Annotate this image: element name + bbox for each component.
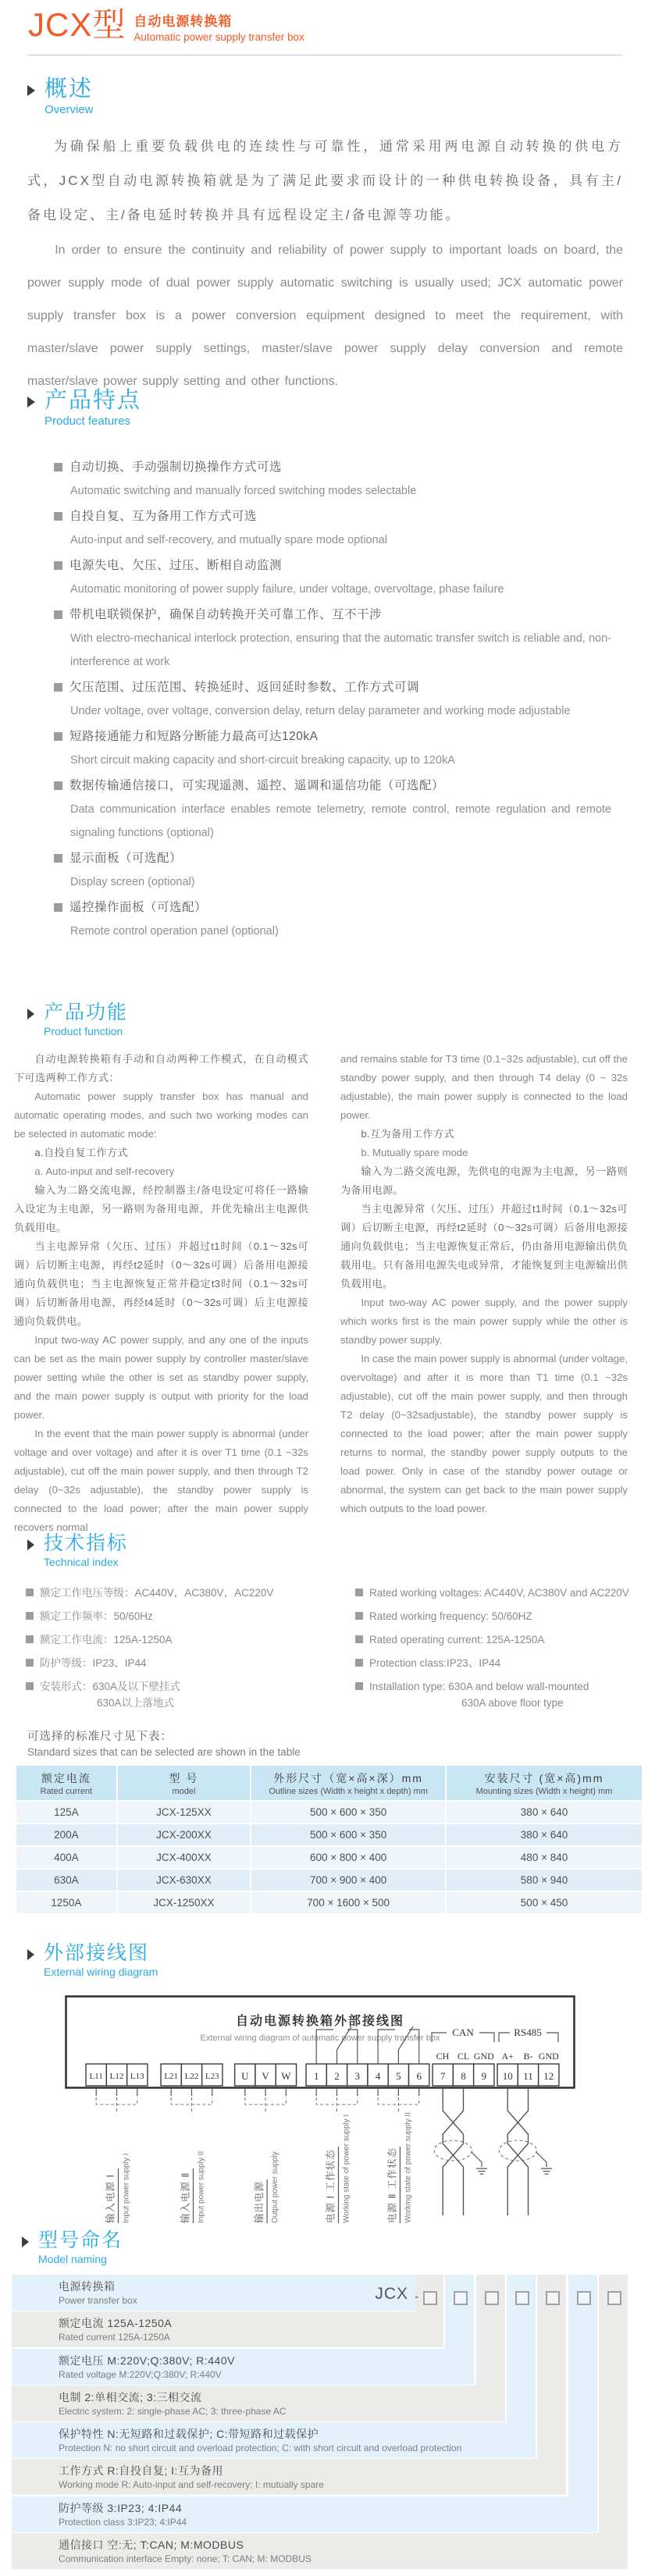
section-marker-icon xyxy=(27,1539,34,1550)
function-paragraph: Input two-way AC power supply, and any one of the inputs can be set as the main power supply by controller master/slave power setting while the other is set as standby power supply, and the main power supply is output with priority for the load power. xyxy=(14,1334,308,1421)
table-row: 400A JCX-400XX 600 × 800 × 400 480 × 840 xyxy=(16,1845,642,1868)
tech-item: 额定工作电流：125A-1250A xyxy=(26,1631,332,1648)
naming-row: 电制 2:单相交流; 3:三相交流 Electric system: 2: single-phase AC; 3: three-phase AC xyxy=(12,2386,505,2421)
table-row: 200A JCX-200XX 500 × 600 × 350 380 × 640 xyxy=(16,1823,642,1845)
column-header: 型 号 model xyxy=(118,1766,251,1800)
feature-item xyxy=(54,675,611,723)
feature-item xyxy=(54,553,611,601)
feature-zh: 遥控操作面板（可选配） xyxy=(69,901,208,914)
naming-row: 额定电流 125A-1250A Rated current 125A-1250A xyxy=(12,2311,443,2347)
svg-text:2: 2 xyxy=(334,2070,340,2082)
group-bracket xyxy=(316,2097,358,2114)
section-heading-features xyxy=(27,388,141,428)
column-header: 安装尺寸 (宽×高)mm Mounting sizes (Width x height) mm xyxy=(475,1772,613,1796)
function-column-right xyxy=(340,1050,628,1518)
wiring-diagram xyxy=(65,1995,575,2233)
group-bracket xyxy=(378,2097,419,2114)
sizes-intro-zh: 可选择的标准尺寸见下表： xyxy=(27,1731,173,1743)
feature-en: Auto-input and self-recovery, and mutually spare mode optional xyxy=(70,534,387,546)
svg-text:W: W xyxy=(281,2070,291,2082)
feature-item xyxy=(54,504,611,552)
svg-text:Input power supply II: Input power supply II xyxy=(197,2151,206,2223)
svg-text:输入电源 Ⅱ: 输入电源 Ⅱ xyxy=(180,2172,191,2223)
feature-zh: 短路接通能力和短路分断能力最高可达120kA xyxy=(69,730,319,743)
feature-item xyxy=(54,724,611,772)
sizes-table xyxy=(16,1766,642,1913)
naming-row: 额定电压 M:220V;Q:380V; R:440V Rated voltage M:220V;Q:380V; R:440V xyxy=(12,2349,474,2385)
bullet-square-icon xyxy=(54,854,62,863)
section-heading-overview xyxy=(27,76,94,116)
svg-text:L21: L21 xyxy=(164,2072,179,2081)
sizes-intro xyxy=(27,1727,301,1758)
pin-label: A+ xyxy=(501,2051,514,2062)
tech-item: Protection class:IP23、IP44 xyxy=(355,1655,638,1671)
bullet-square-icon xyxy=(355,1682,363,1690)
section-marker-icon xyxy=(27,397,35,407)
group-bracket xyxy=(245,2097,287,2114)
feature-zh: 自投自复、互为备用工作方式可选 xyxy=(69,510,258,523)
heading-en: Technical index xyxy=(44,1555,119,1568)
product-title-block xyxy=(134,10,304,43)
function-paragraph: 自动电源转换箱有手动和自动两种工作模式，在自动模式下可选两种工作方式： xyxy=(14,1053,308,1083)
svg-text:Working state of power supply: Working state of power supply I xyxy=(342,2114,351,2223)
svg-text:7: 7 xyxy=(440,2070,446,2082)
column-header: 外形尺寸（宽×高×深）mm Outline sizes (Width x height x depth) mm xyxy=(251,1766,447,1800)
sizes-intro-en: Standard sizes that can be selected are shown in the table xyxy=(27,1746,301,1758)
feature-en: Data communication interface enables remote telemetry, remote control, remote regulation and remote signaling functions (optional) xyxy=(70,803,611,839)
bullet-square-icon xyxy=(355,1589,363,1596)
svg-text:Working state of power supply: Working state of power supply II xyxy=(404,2112,413,2223)
overview-paragraph-zh: 为确保船上重要负载供电的连续性与可靠性，通常采用两电源自动转换的供电方式，JCX型自动电源转换箱就是为了满足此要求而设计的一种供电转换设备，具有主/备电设定、主/备电延时转换并具有远程设定主/备电源等功能。 xyxy=(27,139,623,222)
bullet-square-icon xyxy=(26,1589,34,1596)
bullet-square-icon xyxy=(54,683,62,692)
model-code-box xyxy=(546,2291,560,2305)
heading-en: External wiring diagram xyxy=(44,1965,158,1978)
svg-text:1: 1 xyxy=(313,2070,319,2082)
function-paragraph: a. Auto-input and self-recovery xyxy=(34,1165,175,1177)
wiring-title-zh: 自动电源转换箱外部接线图 xyxy=(235,2015,405,2028)
tech-item: Installation type: 630A and below wall-mounted 630A above floor type xyxy=(355,1678,638,1711)
heading-en: Model naming xyxy=(38,2252,107,2265)
function-paragraph: Input two-way AC power supply, and the power supply which works first is the main power supply while the other is standby power supply. xyxy=(340,1297,628,1346)
function-paragraph: a.自投自复工作方式 xyxy=(34,1147,128,1158)
switch-contact-icon xyxy=(316,2026,358,2064)
feature-zh: 带机电联锁保护，确保自动转换开关可靠工作、互不干涉 xyxy=(69,608,383,621)
model-code-box xyxy=(607,2291,621,2305)
svg-text:输入电源 Ⅰ: 输入电源 Ⅰ xyxy=(105,2173,116,2223)
function-paragraph: 输入为二路交流电源，经控制器主/备电设定可将任一路输入设定为主电源，另一路则为备用电源，并优先输出主电源供负载用电。 xyxy=(14,1184,308,1233)
model-code-box xyxy=(423,2291,437,2305)
naming-row: 保护特性 N:无短路和过载保护; C:带短路和过载保护 Protection N: no short circuit and overload protection; C: with short circuit and overload protection xyxy=(12,2422,536,2458)
svg-text:6: 6 xyxy=(416,2070,422,2082)
model-naming-diagram xyxy=(12,2275,632,2569)
svg-text:L23: L23 xyxy=(205,2072,219,2081)
bullet-square-icon xyxy=(26,1612,34,1620)
bullet-square-icon xyxy=(54,463,62,471)
svg-text:U: U xyxy=(241,2070,249,2082)
tech-list-zh xyxy=(26,1585,332,1718)
svg-text:L13: L13 xyxy=(130,2072,144,2081)
svg-text:11: 11 xyxy=(523,2070,533,2082)
shield-ellipse xyxy=(499,2140,536,2161)
feature-en: Display screen (optional) xyxy=(70,876,195,888)
feature-item xyxy=(54,895,611,943)
feature-item xyxy=(54,846,611,894)
terminal-stubs xyxy=(96,2088,419,2096)
group-label xyxy=(325,2115,351,2223)
bullet-square-icon xyxy=(26,1635,34,1643)
feature-en: Short circuit making capacity and short-circuit breaking capacity, up to 120kA xyxy=(70,754,455,767)
section-marker-icon xyxy=(27,85,35,96)
svg-text:3: 3 xyxy=(354,2070,361,2082)
model-code-box xyxy=(515,2291,529,2305)
function-column-left xyxy=(14,1050,308,1537)
feature-en: With electro-mechanical interlock protection, ensuring that the automatic transfer switch is reliable and, non-interference at work xyxy=(70,632,611,668)
code-column xyxy=(568,2275,597,2496)
heading-zh: 概述 xyxy=(45,76,94,101)
bullet-square-icon xyxy=(54,561,62,570)
group-label xyxy=(180,2151,206,2223)
tech-item: 防护等级：IP23、IP44 xyxy=(26,1655,332,1671)
section-heading-wiring xyxy=(27,1942,158,1978)
twisted-pair-wire xyxy=(507,2088,528,2215)
model-code-box xyxy=(454,2291,468,2305)
section-marker-icon xyxy=(27,1949,34,1960)
model-code-box xyxy=(485,2291,499,2305)
feature-zh: 数据传输通信接口，可实现遥测、遥控、遥调和遥信功能（可选配） xyxy=(69,779,445,792)
feature-en: Automatic monitoring of power supply failure, under voltage, overvoltage, phase failure xyxy=(70,583,504,596)
svg-text:5: 5 xyxy=(396,2070,401,2082)
column-header: 额定电流 Rated current xyxy=(16,1766,118,1800)
feature-item xyxy=(54,603,611,674)
heading-zh: 产品功能 xyxy=(44,1002,129,1023)
product-title-zh: 自动电源转换箱 xyxy=(134,14,233,29)
function-paragraph: b. Mutually spare mode xyxy=(361,1147,468,1158)
table-row: 125A JCX-125XX 500 × 600 × 350 380 × 640 xyxy=(16,1800,642,1823)
pin-label: GND xyxy=(538,2051,559,2062)
overview-paragraph-en: In order to ensure the continuity and reliability of power supply to important loads on board, the power supply mode of dual power supply automatic switching is usually used; JCX automatic power supply transfer box is a power conversion equipment designed to meet the requirement, with master/slave power supply settings, master/slave power supply delay conversion and remote master/slave power supply setting and other functions. xyxy=(27,244,623,388)
table-row: 1250A JCX-1250XX 700 × 1600 × 500 500 × 450 xyxy=(16,1891,642,1913)
section-heading-naming xyxy=(22,2229,123,2265)
function-paragraph: Automatic power supply transfer box has manual and automatic operating modes, and such two working modes can be selected in automatic mode: xyxy=(14,1091,308,1140)
table-row: 630A JCX-630XX 700 × 900 × 400 580 × 940 xyxy=(16,1868,642,1891)
function-paragraph: In the event that the main power supply is abnormal (under voltage and over voltage) and after it is over T1 time (0.1 ~32s adjustable), cut off the main power supply, and then through T2 delay (0~32s adjustable), the standby power supply is connected to the load power; after the main power supply recovers normal xyxy=(14,1428,308,1533)
ground-icon xyxy=(472,2152,487,2174)
svg-text:9: 9 xyxy=(481,2070,487,2082)
svg-text:L22: L22 xyxy=(184,2072,199,2081)
pin-label: CL xyxy=(457,2051,470,2062)
tech-list-en xyxy=(355,1585,638,1718)
heading-en: Product features xyxy=(45,415,131,429)
pin-label: GND xyxy=(473,2051,494,2062)
tech-item: 安装形式：630A及以下壁挂式 630A以上落地式 xyxy=(26,1678,332,1711)
bullet-square-icon xyxy=(26,1659,34,1667)
bullet-square-icon xyxy=(355,1659,363,1667)
feature-en: Automatic switching and manually forced switching modes selectable xyxy=(70,485,417,497)
svg-text:L12: L12 xyxy=(109,2072,124,2081)
svg-text:输出电源: 输出电源 xyxy=(254,2180,265,2223)
tech-item: 额定工作电压等级：AC440V，AC380V，AC220V xyxy=(26,1585,332,1601)
rs485-label: RS485 xyxy=(514,2026,542,2038)
feature-zh: 自动切换、手动强制切换操作方式可选 xyxy=(69,461,283,474)
heading-zh: 技术指标 xyxy=(44,1532,129,1554)
naming-row: 通信接口 空:无; T:CAN; M:MODBUS Communication interface Empty: none; T: CAN; M: MODBUS xyxy=(12,2533,628,2569)
svg-text:Output power supply: Output power supply xyxy=(271,2151,280,2223)
model-code-prefix: JCX xyxy=(375,2285,408,2303)
tech-item: Rated working frequency: 50/60HZ xyxy=(355,1608,638,1624)
naming-row: 防护等级 3:IP23; 4:IP44 Protection class 3:IP23; 4:IP44 xyxy=(12,2496,597,2532)
section-heading-function xyxy=(27,1002,128,1037)
section-marker-icon xyxy=(22,2236,29,2247)
svg-text:V: V xyxy=(262,2070,269,2082)
pin-label: CH xyxy=(436,2051,450,2062)
feature-zh: 显示面板（可选配） xyxy=(69,852,183,865)
heading-en: Overview xyxy=(45,103,94,117)
heading-zh: 产品特点 xyxy=(45,388,142,413)
svg-text:Input power supply I: Input power supply I xyxy=(122,2153,131,2223)
feature-item xyxy=(54,455,611,503)
group-label xyxy=(253,2151,279,2223)
wiring-title-en: External wiring diagram of automatic power supply transfer box xyxy=(200,2033,440,2043)
heading-en: Product function xyxy=(44,1024,123,1037)
heading-zh: 外部接线图 xyxy=(44,1942,150,1964)
code-column xyxy=(445,2275,474,2349)
feature-item xyxy=(54,774,611,845)
group-label xyxy=(105,2154,131,2224)
twisted-pair-wire xyxy=(443,2088,463,2215)
tech-item: Rated operating current: 125A-1250A xyxy=(355,1631,638,1648)
svg-text:10: 10 xyxy=(502,2070,513,2082)
product-title-en: Automatic power supply transfer box xyxy=(134,31,304,43)
function-paragraph: In case the main power supply is abnormal (under voltage, overvoltage) and after it is more than T1 time (0.1 ~32s adjustable), cut off the main power supply, and then through T2 delay (0~32sadjustable), the standby power supply is connected to the load power; after the main power supply returns to normal, the standby power supply outputs to the load power. Only in case of the standby power outage or abnormal, the system can get back to the main power supply which outputs to the load power. xyxy=(340,1353,628,1514)
bullet-square-icon xyxy=(355,1635,363,1643)
bullet-square-icon xyxy=(54,903,62,912)
table-header-row xyxy=(16,1766,642,1800)
tech-item: 额定工作频率：50/60Hz xyxy=(26,1608,332,1624)
heading-zh: 型号命名 xyxy=(38,2229,123,2251)
pin-label: B- xyxy=(523,2051,533,2062)
group-bracket xyxy=(96,2097,137,2114)
product-model-title: JCX型 xyxy=(28,6,126,43)
feature-list xyxy=(54,455,611,945)
model-code-dash: - xyxy=(415,2290,419,2304)
model-code-box xyxy=(577,2291,591,2305)
bullet-square-icon xyxy=(54,610,62,619)
svg-text:电源 Ⅱ 工作状态: 电源 Ⅱ 工作状态 xyxy=(386,2147,398,2223)
bullet-square-icon xyxy=(54,512,62,521)
bullet-square-icon xyxy=(355,1612,363,1620)
feature-zh: 欠压范围、过压范围、转换延时、返回延时参数、工作方式可调 xyxy=(69,681,420,694)
group-label xyxy=(386,2112,412,2223)
feature-zh: 电源失电、欠压、过压、断相自动监测 xyxy=(69,559,283,572)
svg-text:L11: L11 xyxy=(89,2072,103,2081)
twisted-pair-wire xyxy=(443,2088,463,2215)
tech-item: Rated working voltages: AC440V, AC380V and AC220V xyxy=(355,1585,638,1601)
twisted-pair-wire xyxy=(507,2088,528,2215)
bullet-square-icon xyxy=(26,1682,34,1690)
function-paragraph: 当主电源异常（欠压、过压）并超过t1时间（0.1～32s可调）后切断主电源，再经t2延时（0～32s可调）后备用电源接通向负载供电；当主电源恢复正常后，仍由备用电源输出供负载用电。只有备用电源失电或异常，才能恢复到主电源输出供负载用电。 xyxy=(340,1203,628,1290)
switch-contact-icon xyxy=(378,2026,419,2064)
can-label: CAN xyxy=(452,2026,474,2038)
feature-en: Remote control operation panel (optional) xyxy=(70,925,279,938)
group-bracket xyxy=(171,2097,212,2114)
feature-en: Under voltage, over voltage, conversion delay, return delay parameter and working mode adjustable xyxy=(70,705,571,717)
shield-ellipse xyxy=(434,2140,472,2161)
naming-row: 电源转换箱 Power transfer box xyxy=(12,2275,415,2311)
bullet-square-icon xyxy=(54,732,62,741)
ground-icon xyxy=(536,2152,552,2174)
function-paragraph: 输入为二路交流电源，先供电的电源为主电源，另一路则为备用电源。 xyxy=(340,1165,628,1196)
svg-text:8: 8 xyxy=(461,2070,466,2082)
naming-row: 工作方式 R:自投自复; I:互为备用 Working mode R: Auto-input and self-recovery; I: mutually spare xyxy=(12,2459,566,2495)
function-paragraph: and remains stable for T3 time (0.1~32s adjustable), cut off the standby power supply, and then through T4 delay (0 ~ 32s adjustable), the main power supply is connected to the load power. xyxy=(340,1053,628,1121)
section-heading-tech xyxy=(27,1532,128,1568)
function-paragraph: b.互为备用工作方式 xyxy=(361,1128,454,1140)
function-paragraph: 当主电源异常（欠压、过压）并超过t1时间（0.1～32s可调）后切断主电源，再经t2延时（0～32s可调）后备用电源接通向负载供电；当主电源恢复正常并稳定t3时间（0.1～32s可调）后切断备用电源，再经t4延时（0～32s可调）后主电源接通向负载供电。 xyxy=(14,1240,308,1327)
bullet-square-icon xyxy=(54,781,62,790)
section-marker-icon xyxy=(27,1009,34,1019)
page-header xyxy=(28,8,304,43)
svg-text:4: 4 xyxy=(375,2070,381,2082)
code-column xyxy=(599,2275,628,2533)
svg-text:12: 12 xyxy=(543,2070,554,2082)
svg-text:电源 Ⅰ 工作状态: 电源 Ⅰ 工作状态 xyxy=(325,2149,336,2223)
